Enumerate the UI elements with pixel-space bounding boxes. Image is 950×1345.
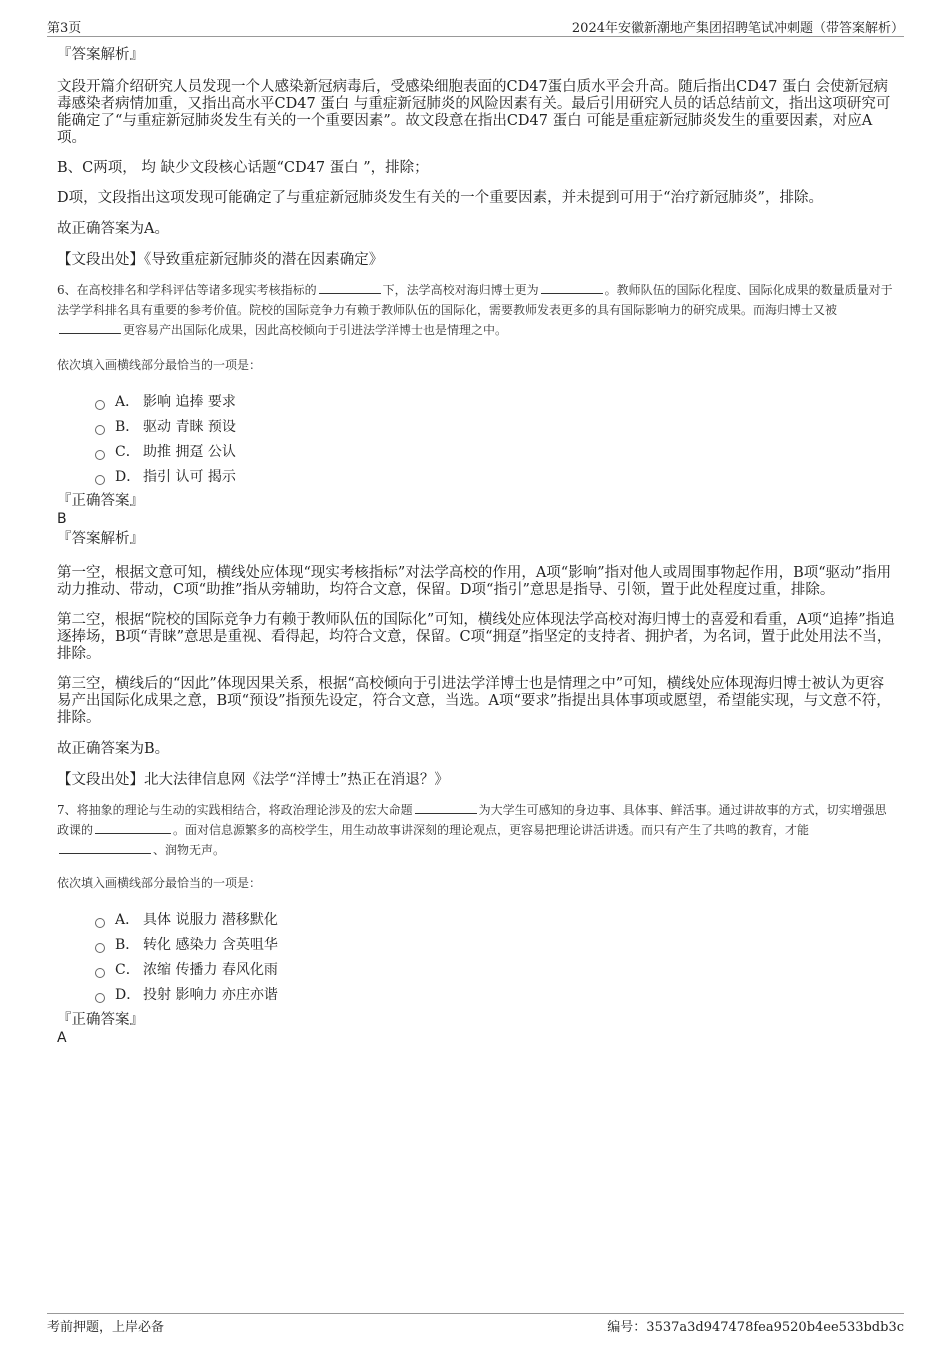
radio-icon[interactable] xyxy=(95,425,105,435)
q7-option-c[interactable]: C． 浓缩 传播力 春风化雨 xyxy=(95,958,897,983)
q6-option-d[interactable]: D． 指引 认可 揭示 xyxy=(95,465,897,490)
q6-option-c[interactable]: C． 助推 拥趸 公认 xyxy=(95,440,897,465)
page-content xyxy=(57,44,897,1047)
q6-stem: 6、在高校排名和学科评估等诸多现实考核指标的 下，法学高校对海归博士更为 。教师队伍的国际化程度、国际化成果的数量质量对于法学学科排名具有重要的参考价值。院校的国际竞争力有赖于教师队伍的国际化，需要教师发表更多的具有国际影响力的研究成果。而海归博士又被更容易产出国际化成果，因此高校倾向于引进法学洋博士也是情理之中。 xyxy=(57,283,893,337)
q6-source: 【文段出处】北大法律信息网《法学“洋博士”热正在消退？》 xyxy=(57,772,449,788)
blank-3 xyxy=(59,321,121,334)
q7-options xyxy=(95,908,897,1008)
radio-icon[interactable] xyxy=(95,475,105,485)
q7-correct-answer: A xyxy=(57,1030,67,1046)
q6-analysis-para2: 第二空，根据“院校的国际竞争力有赖于教师队伍的国际化”可知，横线处应体现法学高校对海归博士的喜爱和看重，A项“追捧”指追逐捧场，B项“青睐”意思是重视、看得起，均符合文意，保留。C项“拥趸”指坚定的支持者、拥护者，为名词，置于此处用法不当，排除。 xyxy=(57,612,895,662)
radio-icon[interactable] xyxy=(95,968,105,978)
footer-serial: 编号：3537a3d947478fea9520b4ee533bdb3c xyxy=(607,1320,904,1335)
blank-1 xyxy=(319,281,381,294)
q7-instruction: 依次填入画横线部分最恰当的一项是： xyxy=(57,876,262,890)
q5-analysis-para1: 文段开篇介绍研究人员发现一个人感染新冠病毒后，受感染细胞表面的CD47蛋白质水平会升高。随后指出CD47 蛋白 会使新冠病毒感染者病情加重，又指出高水平CD47 蛋白 与重症新冠肺炎的风险因素有关。最后引用研究人员的话总结前文，指出这项研究可能确定了“与重症新冠肺炎发生有关的一个重要因素”。故文段意在指出CD47 蛋白 可能是重症新冠肺炎发生的重要因素，对应A项。 xyxy=(57,79,891,146)
q6-option-a[interactable]: A． 影响 追捧 要求 xyxy=(95,390,897,415)
q5-analysis-para2: B、C两项， 均 缺少文段核心话题“CD47 蛋白 ”，排除； xyxy=(57,160,429,176)
radio-icon[interactable] xyxy=(95,993,105,1003)
page-footer xyxy=(47,1313,904,1335)
q7-stem: 7、将抽象的理论与生动的实践相结合，将政治理论涉及的宏大命题 为大学生可感知的身边事、具体事、鲜活事。通过讲故事的方式，切实增强思政课的 。面对信息源繁多的高校学生，用生动故事讲深刻的理论观点，更容易把理论讲活讲透。而只有产生了共鸣的教育，才能、润物无声。 xyxy=(57,803,887,857)
radio-icon[interactable] xyxy=(95,400,105,410)
radio-icon[interactable] xyxy=(95,918,105,928)
blank-2 xyxy=(95,821,171,834)
page-number: 第3页 xyxy=(47,21,82,36)
radio-icon[interactable] xyxy=(95,450,105,460)
document-title: 2024年安徽新潮地产集团招聘笔试冲刺题（带答案解析） xyxy=(571,21,904,36)
radio-icon[interactable] xyxy=(95,943,105,953)
q6-analysis-para1: 第一空，根据文意可知，横线处应体现“现实考核指标”对法学高校的作用，A项“影响”指对他人或周围事物起作用，B项“驱动”指用动力推动、带动，C项“助推”指从旁辅助，均符合文意，保留。D项“指引”意思是指导、引领，置于此处程度过重，排除。 xyxy=(57,565,892,598)
page-header xyxy=(47,14,904,37)
q5-analysis-label: 『答案解析』 xyxy=(57,47,144,63)
q6-options xyxy=(95,390,897,490)
blank-1 xyxy=(415,801,477,814)
q5-analysis-para3: D项，文段指出这项发现可能确定了与重症新冠肺炎发生有关的一个重要因素，并未提到可用于“治疗新冠肺炎”，排除。 xyxy=(57,190,823,206)
q6-instruction: 依次填入画横线部分最恰当的一项是： xyxy=(57,358,262,372)
q5-conclusion: 故正确答案为A。 xyxy=(57,221,169,237)
q6-analysis-label: 『答案解析』 xyxy=(57,531,144,547)
q7-option-d[interactable]: D． 投射 影响力 亦庄亦谐 xyxy=(95,983,897,1008)
q7-option-b[interactable]: B． 转化 感染力 含英咀华 xyxy=(95,933,897,958)
footer-slogan: 考前押题，上岸必备 xyxy=(47,1320,165,1335)
blank-2 xyxy=(541,281,603,294)
q6-correct-answer: B xyxy=(57,511,67,527)
q7-correct-label: 『正确答案』 xyxy=(57,1012,144,1028)
q7-option-a[interactable]: A． 具体 说服力 潜移默化 xyxy=(95,908,897,933)
q6-correct-label: 『正确答案』 xyxy=(57,493,144,509)
q6-conclusion: 故正确答案为B。 xyxy=(57,741,170,757)
q5-source: 【文段出处】《导致重症新冠肺炎的潜在因素确定》 xyxy=(57,252,384,268)
q6-option-b[interactable]: B． 驱动 青睐 预设 xyxy=(95,415,897,440)
blank-3 xyxy=(59,841,151,854)
q6-analysis-para3: 第三空，横线后的“因此”体现因果关系，根据“高校倾向于引进法学洋博士也是情理之中”可知，横线处应体现海归博士被认为更容易产出国际化成果之意，B项“预设”指预先设定，符合文意，当选。A项“要求”指提出具体事项或愿望，希望能实现，与文意不符，排除。 xyxy=(57,676,891,726)
